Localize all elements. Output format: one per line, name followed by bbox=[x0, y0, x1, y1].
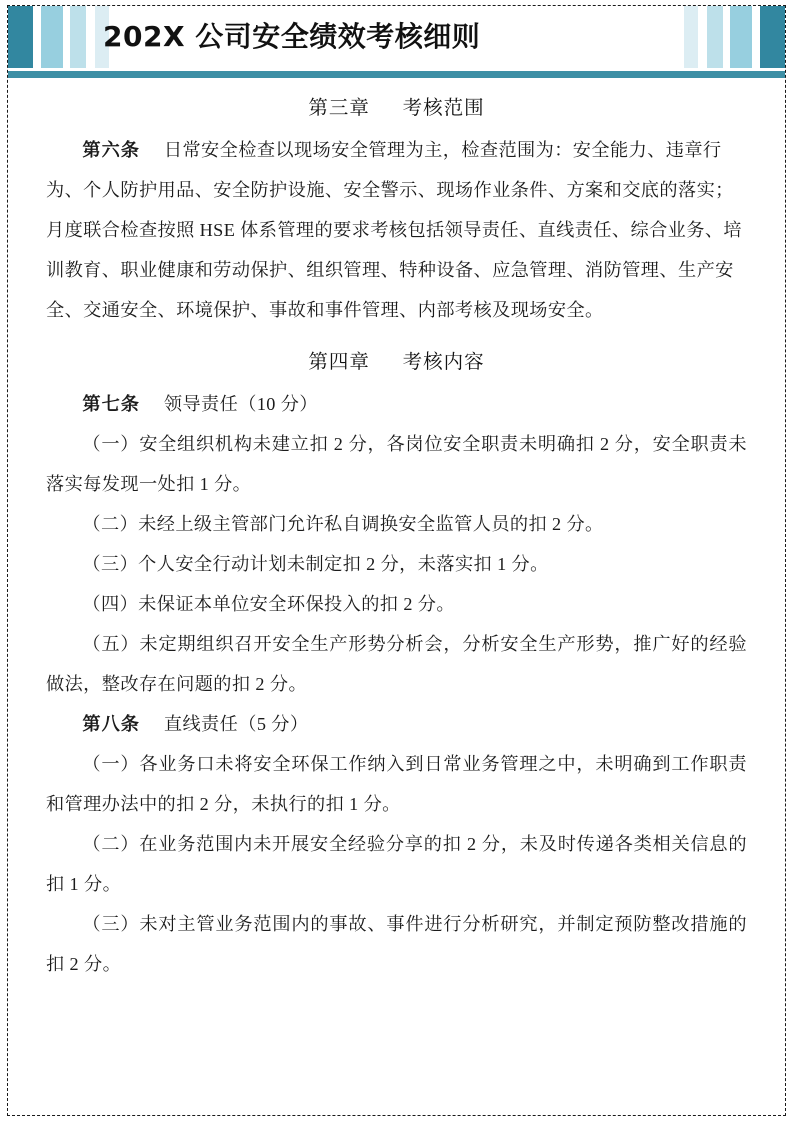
chapter-4-title: 考核内容 bbox=[402, 351, 485, 373]
header-stripe-light-right bbox=[707, 6, 723, 68]
article-8-item-3: （三）未对主管业务范围内的事故、事件进行分析研究，并制定预防整改措施的扣 2 分。 bbox=[46, 914, 747, 974]
header-stripe-mid-right bbox=[730, 6, 752, 68]
header-stripe-light-left bbox=[70, 6, 86, 68]
header-stripe-gap bbox=[698, 6, 707, 68]
article-6-body: 日常安全检查以现场安全管理为主，检查范围为：安全能力、违章行为、个人防护用品、安全防护设施、安全警示、现场作业条件、方案和交底的落实；月度联合检查按照 HSE 体系管理的要求考核包括领导责任、直线责任、综合业务、培训教育、职业健康和劳动保护、组织管理、特种设备、应急管理、消防管理、生产安全、交通安全、环境保护、事故和事件管理、内部考核及现场安全。 bbox=[46, 140, 743, 320]
article-7-label: 第七条 bbox=[82, 394, 140, 414]
header-stripe-gap bbox=[752, 6, 760, 68]
header-stripes-right bbox=[684, 6, 785, 68]
article-7-item-5: （五）未定期组织召开安全生产形势分析会，分析安全生产形势，推广好的经验做法，整改存在问题的扣 2 分。 bbox=[46, 634, 747, 694]
document-header-banner bbox=[8, 6, 785, 68]
header-stripe-gap bbox=[63, 6, 70, 68]
article-7-heading bbox=[46, 384, 747, 424]
article-7-item-4: （四）未保证本单位安全环保投入的扣 2 分。 bbox=[82, 594, 455, 614]
chapter-3-title: 考核范围 bbox=[402, 97, 485, 119]
article-7-title: 领导责任（10 分） bbox=[163, 394, 318, 414]
article-7-item-3: （三）个人安全行动计划未制定扣 2 分，未落实扣 1 分。 bbox=[82, 554, 549, 574]
header-stripes-left bbox=[8, 6, 109, 68]
header-stripe-pale-right bbox=[684, 6, 698, 68]
article-6 bbox=[46, 130, 747, 330]
header-stripe-dark-left bbox=[8, 6, 33, 68]
header-stripe-dark-right bbox=[760, 6, 785, 68]
header-stripe-gap bbox=[86, 6, 95, 68]
article-7-item-2: （二）未经上级主管部门允许私自调换安全监管人员的扣 2 分。 bbox=[82, 514, 604, 534]
section-spacer bbox=[46, 330, 747, 338]
chapter-heading-3 bbox=[46, 84, 747, 130]
header-divider-rule bbox=[8, 71, 785, 78]
article-8-label: 第八条 bbox=[82, 714, 140, 734]
header-stripe-mid-left bbox=[41, 6, 63, 68]
article-8-item-2: （二）在业务范围内未开展安全经验分享的扣 2 分，未及时传递各类相关信息的扣 1 分。 bbox=[46, 834, 747, 894]
header-stripe-gap bbox=[723, 6, 730, 68]
article-8-title: 直线责任（5 分） bbox=[163, 714, 309, 734]
document-body bbox=[46, 84, 747, 984]
document-title: 202X 公司安全绩效考核细则 bbox=[103, 20, 481, 53]
article-7-item-1: （一）安全组织机构未建立扣 2 分，各岗位安全职责未明确扣 2 分，安全职责未落实每发现一处扣 1 分。 bbox=[46, 434, 747, 494]
chapter-heading-4 bbox=[46, 338, 747, 384]
article-6-label: 第六条 bbox=[82, 140, 140, 160]
article-8-heading bbox=[46, 704, 747, 744]
chapter-4-number: 第四章 bbox=[308, 351, 370, 373]
header-stripe-gap bbox=[33, 6, 41, 68]
article-8-item-1: （一）各业务口未将安全环保工作纳入到日常业务管理之中，未明确到工作职责和管理办法中的扣 2 分，未执行的扣 1 分。 bbox=[46, 754, 747, 814]
chapter-3-number: 第三章 bbox=[308, 97, 370, 119]
